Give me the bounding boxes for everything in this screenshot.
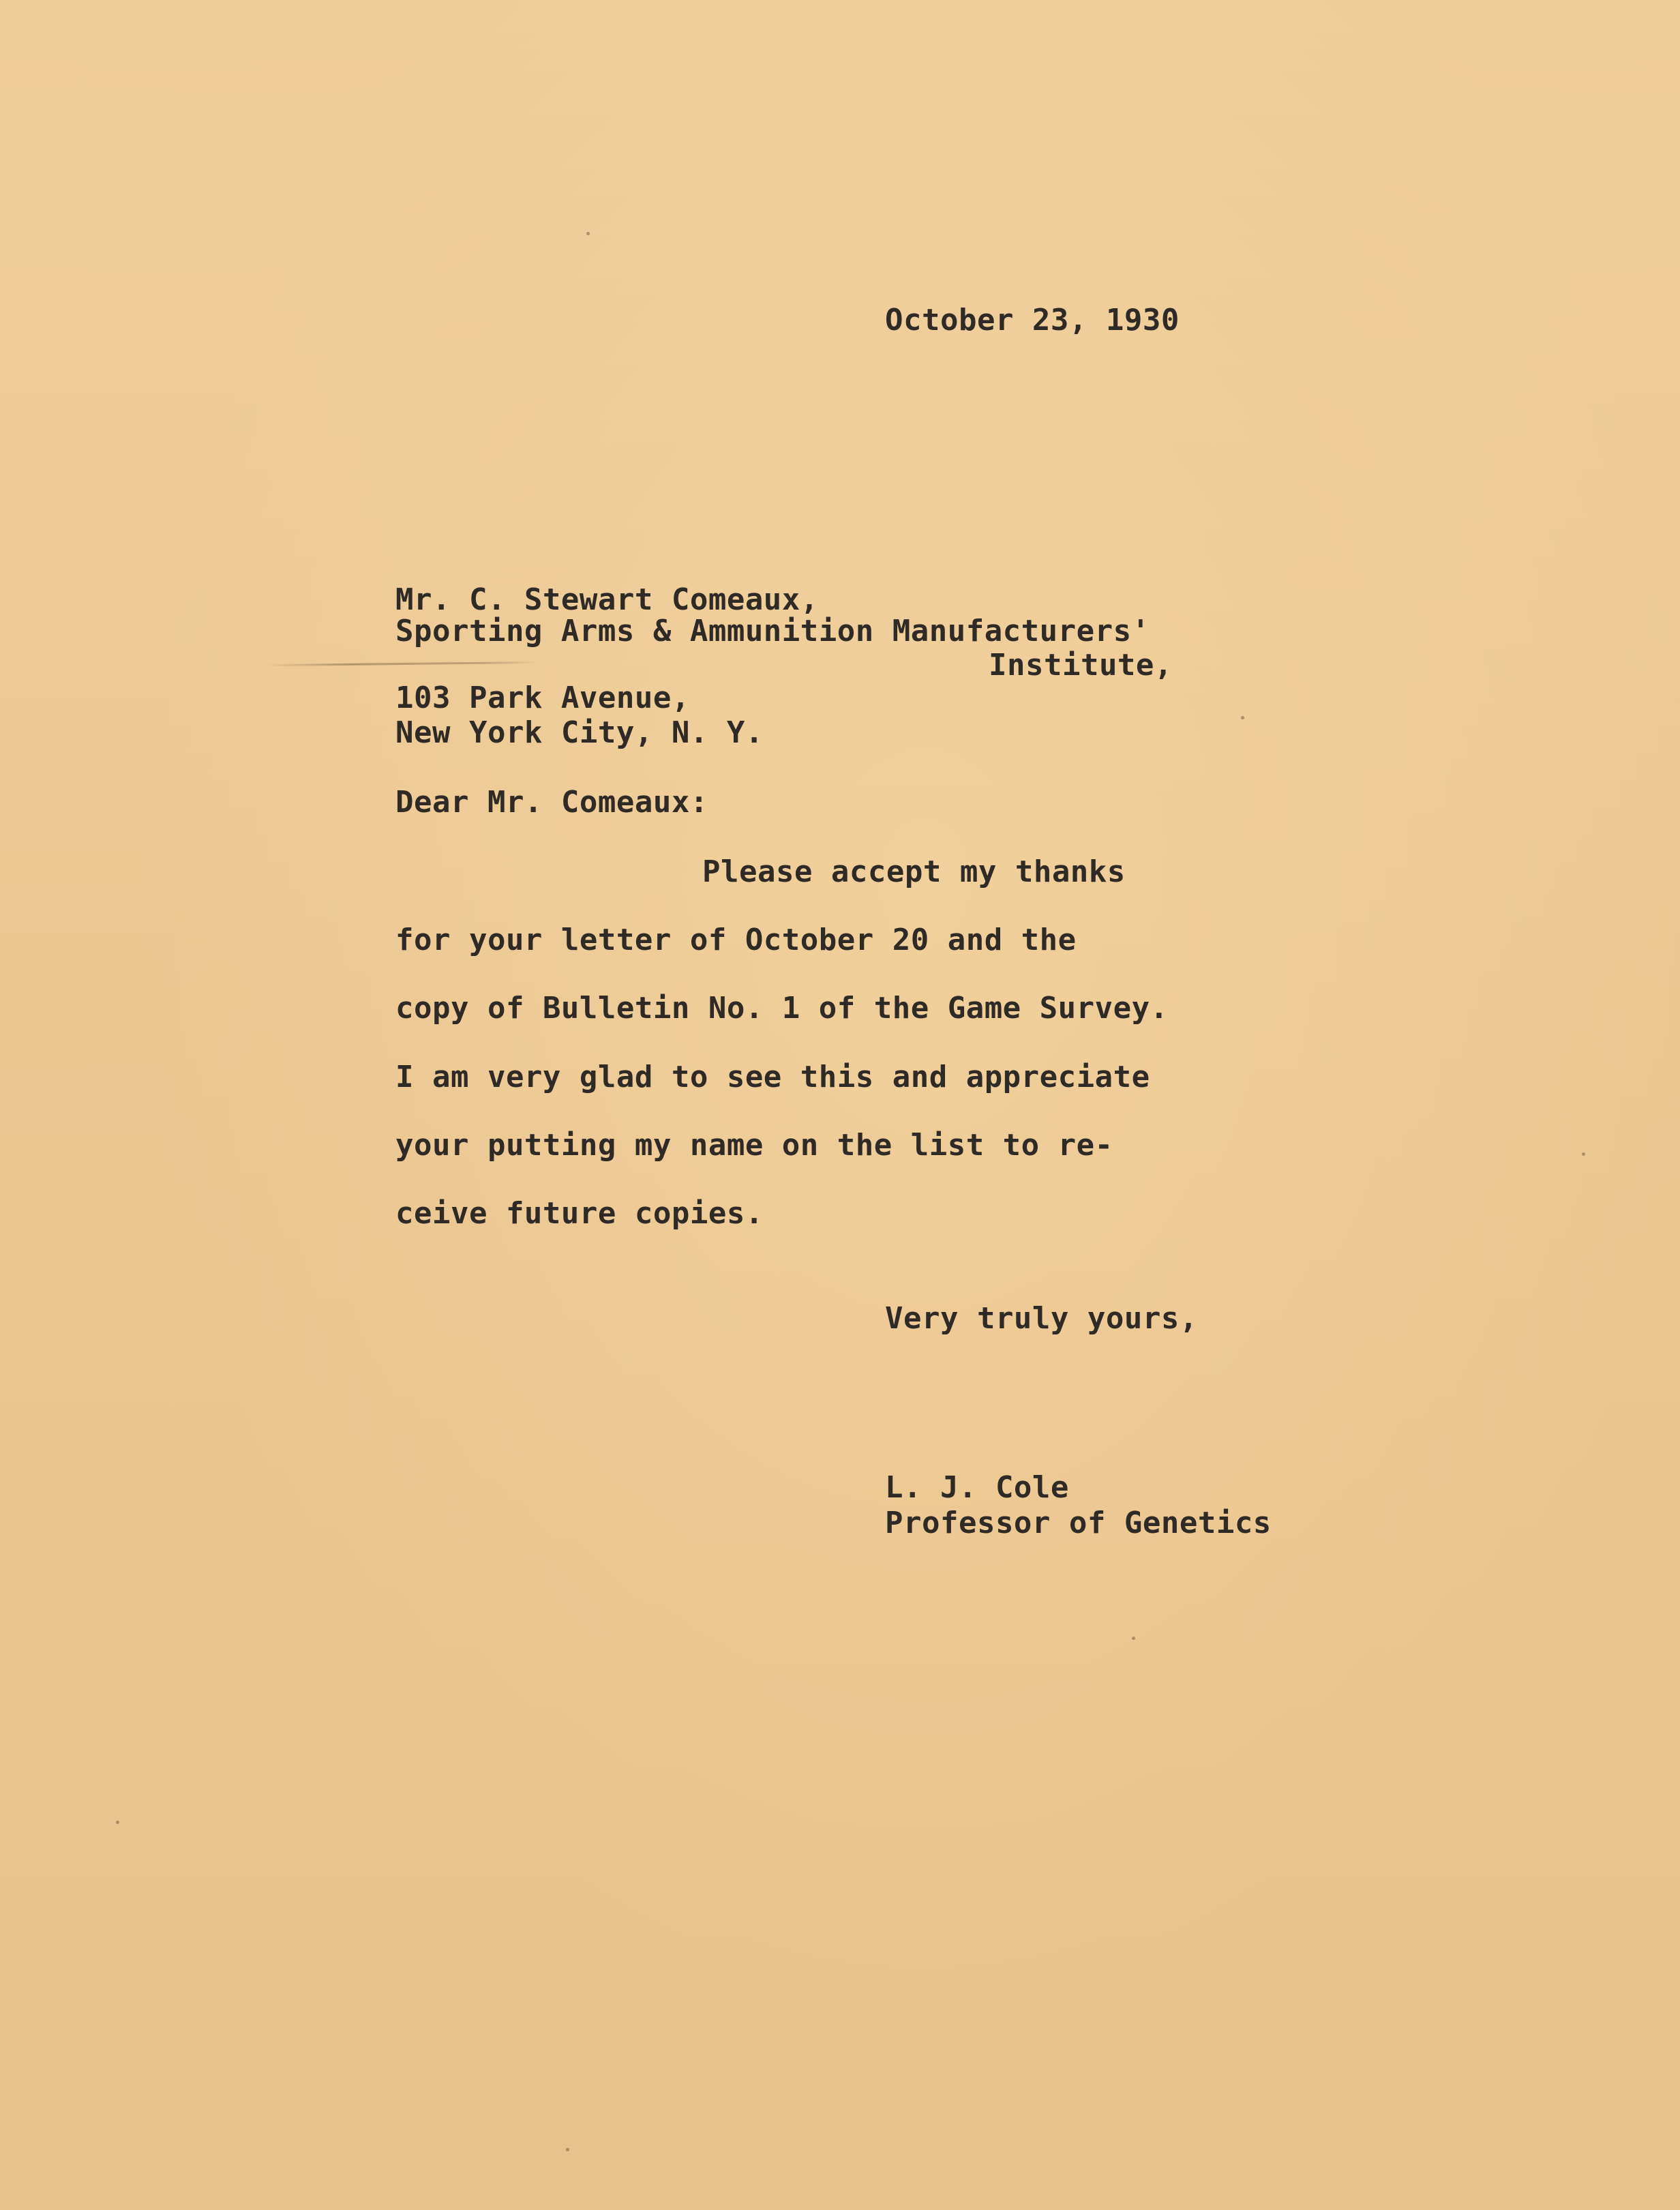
paper-speck: [1582, 1152, 1585, 1156]
recipient-city: New York City, N. Y.: [395, 715, 764, 750]
recipient-name: Mr. C. Stewart Comeaux,: [395, 582, 819, 617]
paper-speck: [116, 1821, 119, 1824]
paper-speck: [1132, 1637, 1135, 1640]
salutation: Dear Mr. Comeaux:: [395, 785, 708, 820]
body-line: your putting my name on the list to re-: [395, 1128, 1113, 1163]
recipient-organization-continued: Institute,: [989, 648, 1173, 683]
signature-name: L. J. Cole: [885, 1470, 1069, 1505]
paper-speck: [566, 2148, 569, 2151]
body-line: I am very glad to see this and appreciate: [395, 1060, 1150, 1094]
recipient-organization: Sporting Arms & Ammunition Manufacturers': [395, 614, 1150, 648]
letter-date: October 23, 1930: [885, 303, 1180, 338]
closing: Very truly yours,: [885, 1301, 1198, 1336]
paper-speck: [586, 232, 590, 235]
paper-crease: [266, 661, 539, 666]
signature-title: Professor of Genetics: [885, 1506, 1272, 1540]
body-line: Please accept my thanks: [702, 854, 1126, 889]
recipient-street: 103 Park Avenue,: [395, 681, 690, 715]
paper-speck: [1241, 716, 1244, 719]
body-line: ceive future copies.: [395, 1196, 764, 1231]
body-line: for your letter of October 20 and the: [395, 923, 1077, 957]
body-line: copy of Bulletin No. 1 of the Game Survey.: [395, 991, 1169, 1026]
